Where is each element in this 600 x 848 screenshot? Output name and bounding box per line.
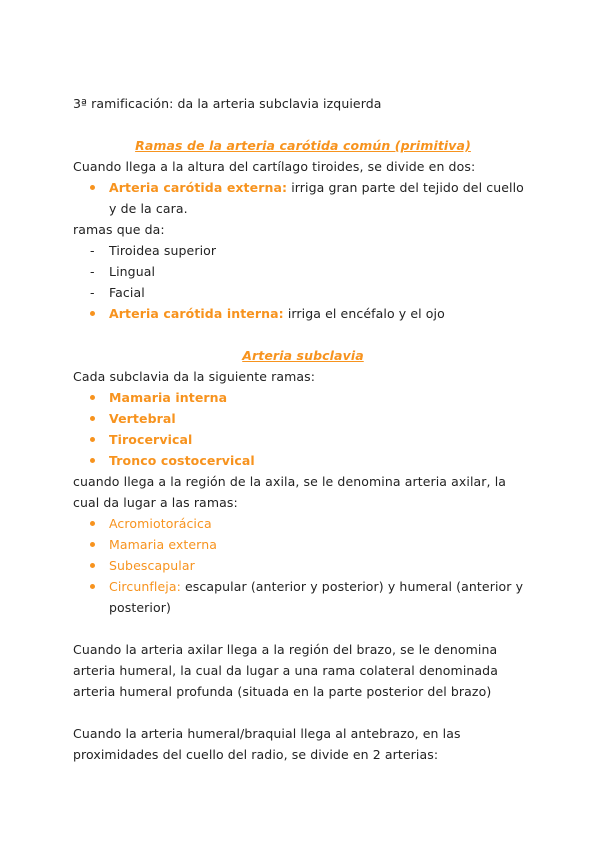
internal-carotid-item bbox=[73, 303, 533, 324]
subclavian-branch: Mamaria interna bbox=[73, 387, 533, 408]
document-page bbox=[73, 93, 533, 765]
circumflex-item bbox=[73, 576, 533, 618]
subclavian-heading: Arteria subclavia bbox=[242, 348, 364, 363]
carotid-text: Cuando llega a la altura del cartílago tiroides, se divide en dos: bbox=[73, 159, 476, 174]
subclavian-text: Cada subclavia da la siguiente ramas: bbox=[73, 369, 316, 384]
axillary-branch: Acromiotorácica bbox=[73, 513, 533, 534]
external-carotid-item bbox=[73, 177, 533, 219]
internal-carotid-desc: irriga el encéfalo y el ojo bbox=[283, 306, 445, 321]
branch-item: - Tiroidea superior bbox=[73, 240, 533, 261]
branch-item: - Facial bbox=[73, 282, 533, 303]
branch-item: - Lingual bbox=[73, 261, 533, 282]
subclavian-branch: Vertebral bbox=[73, 408, 533, 429]
external-carotid-name: Arteria carótida externa: bbox=[109, 180, 288, 195]
axillary-branch: Mamaria externa bbox=[73, 534, 533, 555]
external-carotid-desc: irriga gran parte del tejido del cuello y de la cara. bbox=[109, 180, 524, 216]
subclavian-branch: Tronco costocervical bbox=[73, 450, 533, 471]
internal-carotid-name: Arteria carótida interna: bbox=[109, 306, 284, 321]
axillary-text: cuando llega a la región de la axila, se le denomina arteria axilar, la cual da lugar a las ramas: bbox=[73, 474, 507, 510]
subclavian-branch: Tirocervical bbox=[73, 429, 533, 450]
circumflex-desc: escapular (anterior y posterior) y humeral (anterior y posterior) bbox=[109, 579, 524, 615]
branches-label: ramas que da: bbox=[73, 222, 165, 237]
axillary-branch: Subescapular bbox=[73, 555, 533, 576]
carotid-heading: Ramas de la arteria carótida común (primitiva) bbox=[135, 138, 471, 153]
humeral-paragraph: Cuando la arteria axilar llega a la región del brazo, se le denomina arteria humeral, la cual da lugar a una rama colateral denominada arteria humeral profunda (situada en la parte posterior del brazo) bbox=[73, 642, 498, 699]
forearm-paragraph: Cuando la arteria humeral/braquial llega al antebrazo, en las proximidades del cuello del radio, se divide en 2 arterias: bbox=[73, 726, 461, 762]
circumflex-name: Circunfleja: bbox=[109, 579, 181, 594]
intro-line: 3ª ramificación: da la arteria subclavia izquierda bbox=[73, 96, 382, 111]
